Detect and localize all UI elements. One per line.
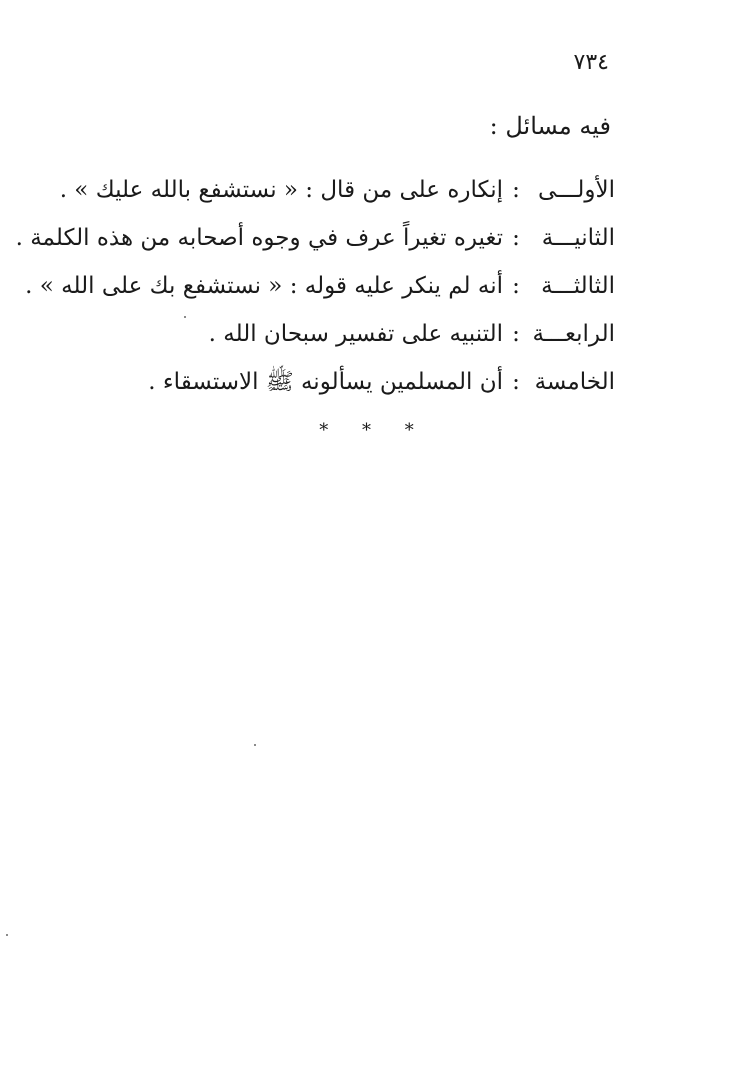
- section-separator: * * *: [319, 420, 428, 441]
- issue-label: الثانيـــة: [541, 225, 615, 251]
- issue-colon: :: [512, 225, 520, 251]
- scan-speck: [254, 744, 256, 746]
- issue-text: أنه لم ينكر عليه قوله : « نستشفع بك على الله » .: [25, 273, 503, 299]
- issue-colon: :: [512, 177, 520, 203]
- issue-colon: :: [512, 321, 520, 347]
- scan-speck: [184, 316, 186, 318]
- issue-text: إنكاره على من قال : « نستشفع بالله عليك » .: [59, 177, 503, 203]
- issue-label: الثالثـــة: [541, 273, 615, 299]
- issue-item-3: [16, 262, 615, 310]
- issue-text: أن المسلمين يسألونه ﷺ الاستسقاء .: [148, 369, 503, 395]
- issue-text: التنبيه على تفسير سبحان الله .: [208, 321, 503, 347]
- issue-label: الخامسة: [534, 369, 615, 395]
- issue-label: الرابعـــة: [532, 321, 615, 347]
- issue-colon: :: [512, 369, 520, 395]
- issue-item-1: [16, 166, 615, 214]
- issue-item-4: [16, 310, 615, 358]
- issue-colon: :: [512, 273, 520, 299]
- page-number: ٧٣٤: [573, 50, 609, 75]
- scan-speck: [6, 934, 8, 936]
- issue-item-5: [16, 358, 615, 406]
- issue-label: الأولـــى: [537, 177, 615, 203]
- issue-item-2: [16, 214, 615, 262]
- issue-text: تغيره تغيراً عرف في وجوه أصحابه من هذه الكلمة .: [15, 225, 503, 251]
- issues-list: [16, 166, 615, 406]
- section-heading: فيه مسائل :: [489, 112, 611, 140]
